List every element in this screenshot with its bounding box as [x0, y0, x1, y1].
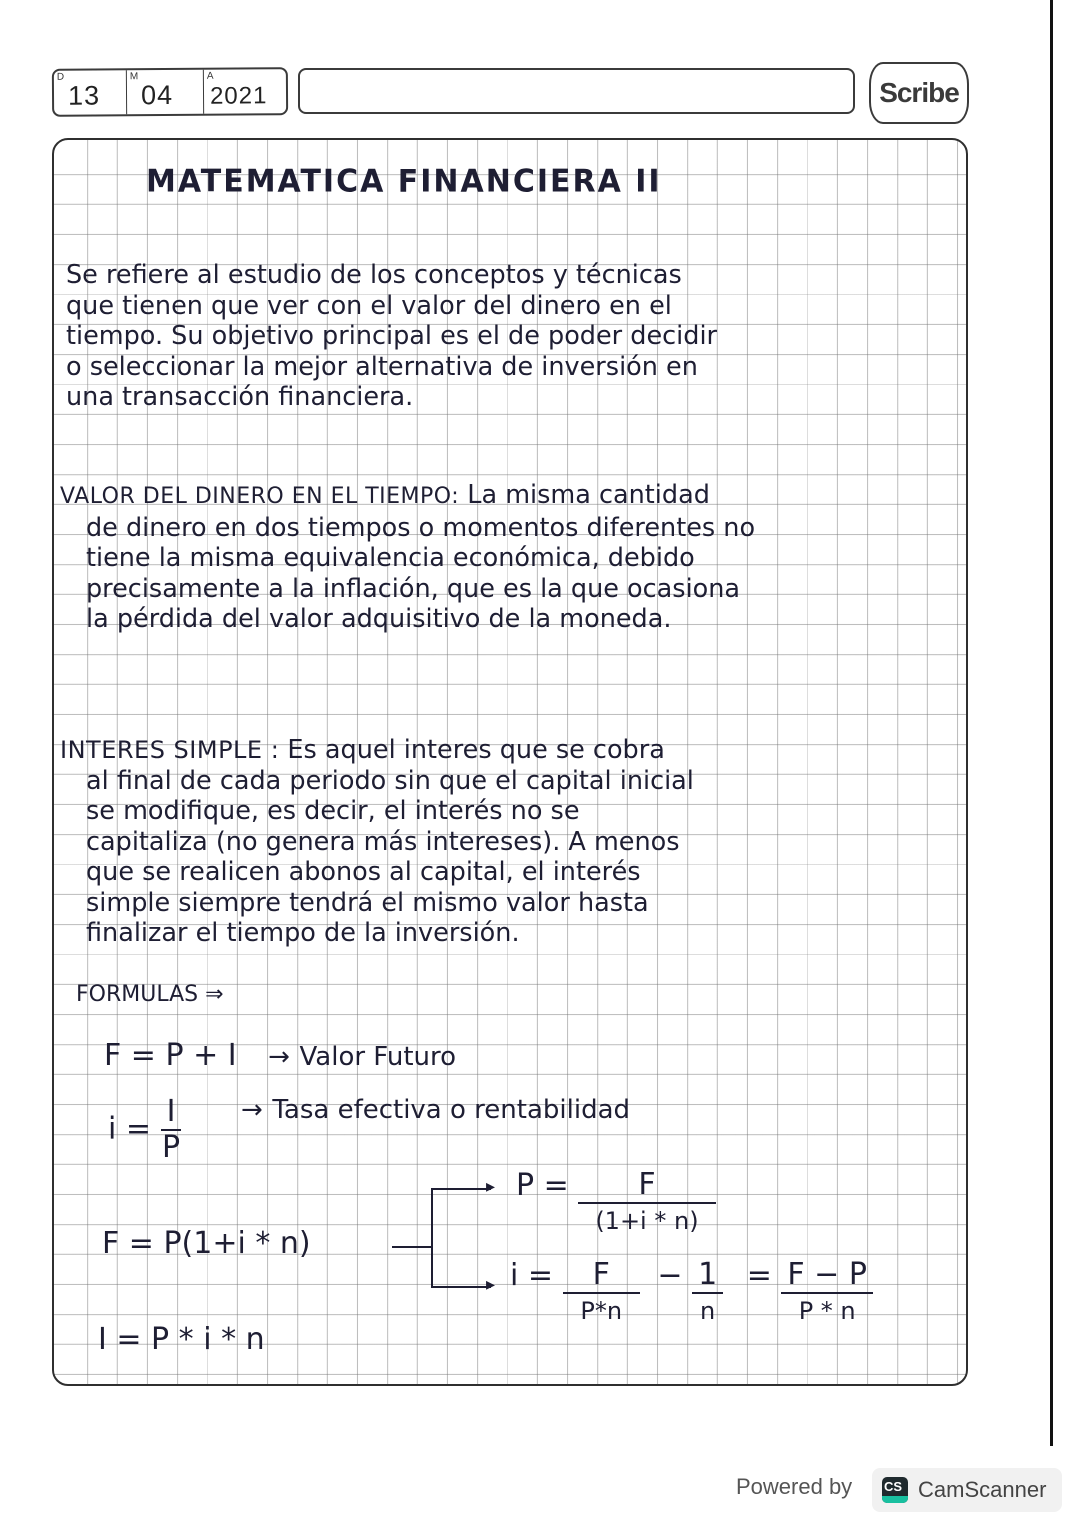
- minus-sign: −: [657, 1258, 683, 1293]
- month-value: 04: [140, 79, 174, 111]
- month-tag: M: [129, 71, 139, 83]
- numerator: 1: [692, 1258, 723, 1294]
- numerator: F: [563, 1258, 640, 1294]
- section-text: Es aquel interes que se cobra: [287, 735, 665, 765]
- formula-lhs: P =: [516, 1168, 569, 1203]
- arrow-right-icon: ▸: [486, 1274, 496, 1295]
- day-value: 13: [67, 80, 101, 111]
- intro-line: una transacción financiera.: [66, 382, 414, 412]
- section-line: la pérdida del valor adquisitivo de la moneda.: [86, 604, 672, 634]
- fraction: [578, 1168, 715, 1238]
- intro-line: que tienen que ver con el valor del dinero en el: [66, 290, 672, 321]
- section-heading: VALOR DEL DINERO EN EL TIEMPO:: [60, 484, 460, 509]
- section-line: finalizar el tiempo de la inversión.: [86, 918, 520, 948]
- branch-arrow-top: [431, 1188, 491, 1190]
- section-line: de dinero en dos tiempos o momentos diferentes no: [86, 512, 756, 543]
- interes-simple-section: [60, 735, 694, 949]
- date-box: [52, 67, 288, 117]
- formula-expr: F = P + I: [104, 1038, 237, 1073]
- equals-sign: =: [746, 1258, 772, 1293]
- day-tag: D: [56, 71, 65, 83]
- formula-lhs: i =: [108, 1111, 152, 1147]
- formula-interest: I = P * i * n: [98, 1322, 265, 1357]
- section-line: al final de cada periodo sin que el capital inicial: [86, 765, 694, 796]
- section-line: que se realicen abonos al capital, el interés: [86, 857, 641, 887]
- section-line: precisamente a la inflación, que es la que ocasiona: [86, 573, 741, 604]
- numerator: F: [578, 1168, 715, 1204]
- notebook-brand-logo: [869, 62, 969, 124]
- denominator: P * n: [798, 1297, 856, 1325]
- branch-connector: [392, 1246, 432, 1248]
- valor-dinero-section: [60, 480, 755, 635]
- date-month-cell: [127, 70, 204, 115]
- page-edge-shadow: [1050, 0, 1053, 1446]
- fraction: [692, 1258, 723, 1328]
- camscanner-badge: [872, 1468, 1062, 1512]
- date-year-cell: [204, 69, 284, 114]
- formulas-heading: FORMULAS ⇒: [76, 982, 224, 1007]
- footer: [0, 1446, 1080, 1528]
- intro-line: Se refiere al estudio de los conceptos y técnicas: [66, 260, 682, 290]
- formula-label: Valor Futuro: [299, 1042, 457, 1072]
- title-field: [298, 68, 855, 114]
- valor-dinero-first-line: [60, 480, 755, 513]
- grid-page: [52, 138, 968, 1386]
- branch-vertical: [431, 1188, 433, 1288]
- section-line: se modifique, es decir, el interés no se: [86, 796, 580, 826]
- section-line: capitaliza (no genera más intereses). A menos: [86, 826, 680, 857]
- intro-paragraph: [66, 260, 717, 413]
- section-line: simple siempre tendrá el mismo valor hasta: [86, 887, 649, 918]
- denominator: (1+i * n): [595, 1207, 699, 1235]
- arrow-right-icon: ▸: [486, 1176, 496, 1197]
- powered-by-label: Powered by: [736, 1474, 853, 1499]
- arrow-right-icon: →: [240, 1095, 263, 1125]
- branch-arrow-bottom: [431, 1286, 491, 1288]
- arrow-right-icon: →: [268, 1042, 290, 1072]
- numerator: F − P: [781, 1258, 873, 1294]
- formula-future-value-simple: F = P(1+i * n): [102, 1226, 311, 1261]
- formula-lhs: i =: [510, 1258, 554, 1293]
- section-text: La misma cantidad: [467, 480, 710, 510]
- brand-label: Scribe: [879, 77, 959, 108]
- denominator: P: [161, 1130, 181, 1165]
- year-value: 2021: [209, 82, 268, 110]
- logo-text: CS: [884, 1479, 903, 1494]
- intro-line: o seleccionar la mejor alternativa de inversión en: [66, 351, 698, 382]
- section-heading: INTERES SIMPLE :: [60, 736, 280, 764]
- intro-line: tiempo. Su objetivo principal es el de poder decidir: [66, 321, 718, 351]
- fraction: [161, 1095, 182, 1165]
- section-line: tiene la misma equivalencia económica, debido: [86, 543, 695, 573]
- camscanner-label: CamScanner: [918, 1477, 1047, 1502]
- denominator: P*n: [580, 1297, 623, 1325]
- numerator: I: [161, 1095, 182, 1131]
- date-day-cell: [54, 70, 127, 115]
- formula-rate: [510, 1258, 873, 1328]
- formula-present-value: [516, 1168, 716, 1238]
- formula-future-value: [104, 1038, 456, 1073]
- denominator: n: [700, 1297, 716, 1325]
- fraction: [563, 1258, 640, 1328]
- year-tag: A: [206, 70, 214, 82]
- interes-simple-first-line: [60, 735, 694, 766]
- formula-label: Tasa efectiva o rentabilidad: [272, 1095, 631, 1125]
- page-title: MATEMATICA FINANCIERA II: [146, 163, 662, 200]
- fraction: [781, 1258, 873, 1328]
- camscanner-logo-icon: [882, 1477, 908, 1503]
- formula-effective-rate: [108, 1095, 630, 1165]
